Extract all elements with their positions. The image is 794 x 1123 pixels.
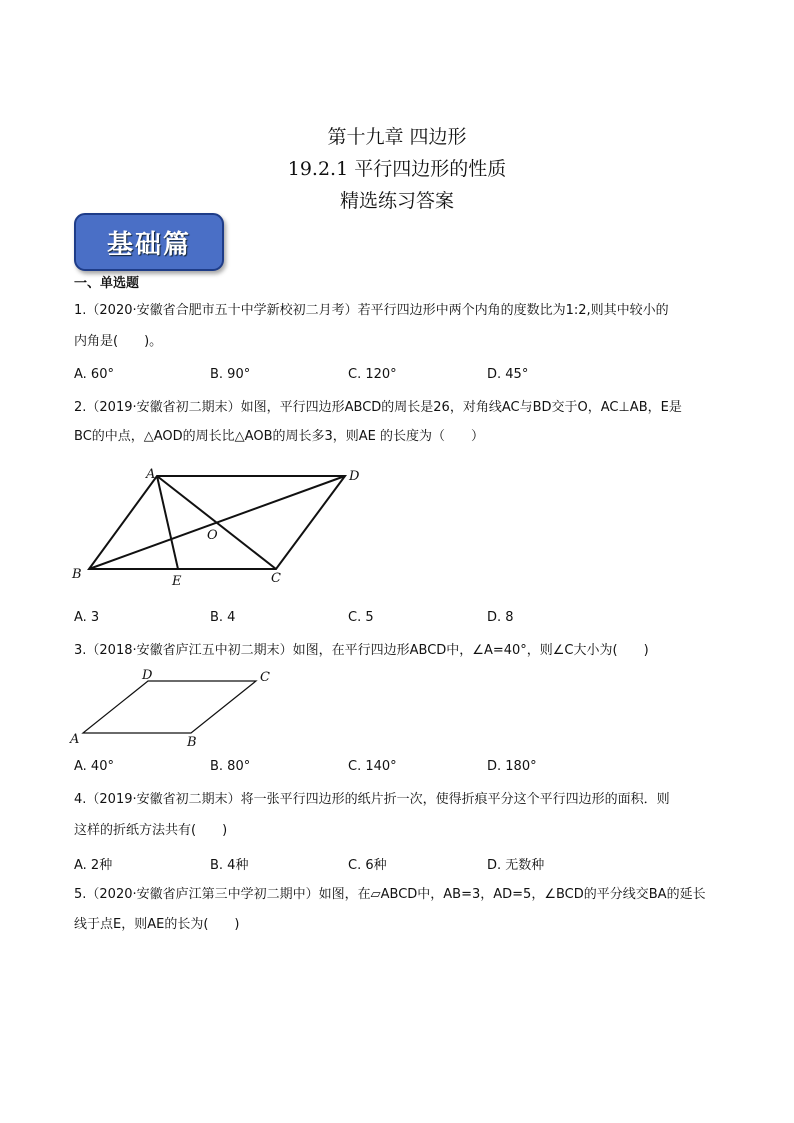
question-3-option-c: C. 140° bbox=[348, 759, 397, 774]
question-1-option-c: C. 120° bbox=[348, 367, 397, 382]
question-4-text-line1: 4.（2019·安徽省初二期末）将一张平行四边形的纸片折一次，使得折痕平分这个平行四边形的面积．则 bbox=[74, 792, 670, 807]
figure-3-label-a: A bbox=[70, 732, 80, 747]
level-badge bbox=[74, 213, 224, 271]
figure-2-label-e: E bbox=[172, 574, 182, 589]
figure-3-label-b: B bbox=[187, 735, 197, 750]
question-2-option-c: C. 5 bbox=[348, 610, 374, 625]
question-5-text-line1: 5.（2020·安徽省庐江第三中学初二期中）如图，在▱ABCD中，AB=3，AD=5，∠BCD的平分线交BA的延长 bbox=[74, 887, 706, 902]
figure-2-label-d: D bbox=[349, 469, 360, 484]
question-4-text-line2: 这样的折纸方法共有( ) bbox=[74, 823, 228, 838]
chapter-title: 第十九章 四边形 bbox=[327, 126, 467, 148]
section-heading: 一、单选题 bbox=[74, 276, 140, 291]
question-3-option-b: B. 80° bbox=[210, 759, 251, 774]
question-1-text-line1: 1.（2020·安徽省合肥市五十中学新校初二月考）若平行四边形中两个内角的度数比为1:2,则其中较小的 bbox=[74, 303, 669, 318]
figure-3-label-c: C bbox=[260, 670, 270, 685]
question-1-option-a: A. 60° bbox=[74, 367, 114, 382]
question-2-figure bbox=[60, 460, 380, 590]
figure-2-label-b: B bbox=[72, 567, 82, 582]
level-badge-label: 基础篇 bbox=[106, 229, 191, 260]
figure-2-label-o: O bbox=[207, 528, 218, 543]
question-4-option-a: A. 2种 bbox=[74, 858, 113, 873]
question-3-text-line1: 3.（2018·安徽省庐江五中初二期末）如图，在平行四边形ABCD中，∠A=40°，则∠C大小为( ) bbox=[74, 643, 649, 658]
figure-2-label-a: A bbox=[146, 467, 156, 482]
question-1-option-d: D. 45° bbox=[487, 367, 529, 382]
section-title: 19.2.1 平行四边形的性质 bbox=[287, 158, 507, 180]
question-2-text-line1: 2.（2019·安徽省初二期末）如图，平行四边形ABCD的周长是26，对角线AC与BD交于O，AC⊥AB，E是 bbox=[74, 400, 682, 415]
question-3-figure bbox=[66, 665, 286, 750]
question-5-text-line2: 线于点E，则AE的长为( ) bbox=[74, 917, 240, 932]
document-subtitle: 精选练习答案 bbox=[339, 190, 454, 212]
question-4-option-d: D. 无数种 bbox=[487, 858, 545, 873]
figure-2-label-c: C bbox=[271, 571, 281, 586]
question-4-option-c: C. 6种 bbox=[348, 858, 387, 873]
question-3-option-d: D. 180° bbox=[487, 759, 537, 774]
question-4-option-b: B. 4种 bbox=[210, 858, 249, 873]
question-3-option-a: A. 40° bbox=[74, 759, 114, 774]
question-2-option-a: A. 3 bbox=[74, 610, 100, 625]
question-2-option-d: D. 8 bbox=[487, 610, 514, 625]
question-2-text-line2: BC的中点，△AOD的周长比△AOB的周长多3，则AE 的长度为（ ） bbox=[74, 429, 484, 444]
question-1-text-line2: 内角是( )。 bbox=[74, 334, 163, 349]
question-2-option-b: B. 4 bbox=[210, 610, 236, 625]
question-1-option-b: B. 90° bbox=[210, 367, 251, 382]
figure-3-label-d: D bbox=[142, 668, 153, 683]
